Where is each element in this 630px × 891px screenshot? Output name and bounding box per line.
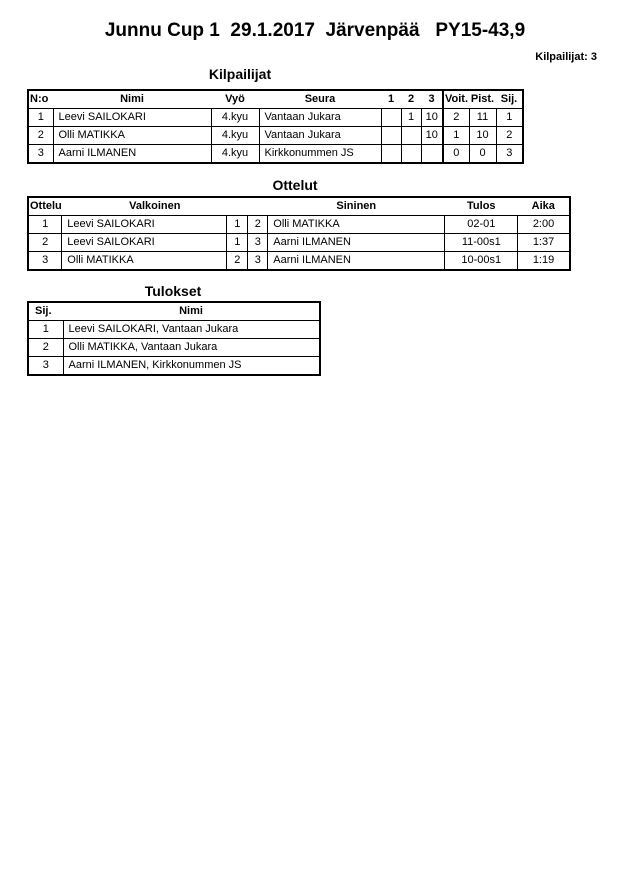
cell-match2 — [401, 145, 421, 164]
table-row — [28, 339, 320, 357]
cell-pist: 11 — [469, 109, 496, 127]
cell-nimi: Leevi SAILOKARI, Vantaan Jukara — [63, 321, 320, 339]
cell-nimi: Olli MATIKKA — [53, 127, 211, 145]
cell-no: 3 — [28, 145, 53, 164]
cell-sininen: Aarni ILMANEN — [268, 252, 445, 271]
header-valkoinen: Valkoinen — [62, 197, 248, 216]
cell-blue-no: 2 — [248, 216, 268, 234]
cell-white-no: 2 — [227, 252, 248, 271]
cell-valkoinen: Leevi SAILOKARI — [62, 216, 227, 234]
cell-sij: 1 — [28, 321, 63, 339]
cell-sij: 2 — [496, 127, 523, 145]
header-nimi: Nimi — [53, 90, 211, 109]
cell-match1 — [381, 127, 401, 145]
tulokset-section-heading: Tulokset — [144, 283, 202, 299]
cell-seura: Vantaan Jukara — [259, 127, 381, 145]
header-sij: Sij. — [28, 302, 63, 321]
cell-vyo: 4.kyu — [211, 109, 259, 127]
cell-valkoinen: Olli MATIKKA — [62, 252, 227, 271]
kilpailijat-header-row — [28, 90, 523, 109]
table-row — [28, 234, 570, 252]
cell-nimi: Leevi SAILOKARI — [53, 109, 211, 127]
page-title: Junnu Cup 1 29.1.2017 Järvenpää PY15-43,9 — [104, 20, 526, 41]
ottelut-header-row — [28, 197, 570, 216]
cell-tulos: 02-01 — [445, 216, 518, 234]
cell-match3: 10 — [421, 109, 443, 127]
cell-aika: 1:19 — [518, 252, 570, 271]
table-row — [28, 321, 320, 339]
cell-voit: 2 — [443, 109, 469, 127]
cell-sininen: Aarni ILMANEN — [268, 234, 445, 252]
cell-sij: 1 — [496, 109, 523, 127]
cell-match1 — [381, 109, 401, 127]
table-row — [28, 216, 570, 234]
cell-sij: 3 — [496, 145, 523, 164]
cell-sininen: Olli MATIKKA — [268, 216, 445, 234]
cell-match3 — [421, 145, 443, 164]
cell-match-no: 3 — [28, 252, 62, 271]
cell-nimi: Aarni ILMANEN, Kirkkonummen JS — [63, 357, 320, 376]
cell-pist: 10 — [469, 127, 496, 145]
cell-seura: Kirkkonummen JS — [259, 145, 381, 164]
header-tulos: Tulos — [445, 197, 518, 216]
table-row — [28, 109, 523, 127]
cell-match3: 10 — [421, 127, 443, 145]
cell-match1 — [381, 145, 401, 164]
cell-no: 1 — [28, 109, 53, 127]
cell-blue-no: 3 — [248, 234, 268, 252]
header-match3: 3 — [421, 90, 443, 109]
cell-match2 — [401, 127, 421, 145]
cell-white-no: 1 — [227, 234, 248, 252]
kilpailijat-table — [27, 89, 524, 164]
cell-aika: 2:00 — [518, 216, 570, 234]
table-row — [28, 145, 523, 164]
cell-tulos: 10-00s1 — [445, 252, 518, 271]
header-match2: 2 — [401, 90, 421, 109]
cell-nimi: Aarni ILMANEN — [53, 145, 211, 164]
header-vyo: Vyö — [211, 90, 259, 109]
header-sij: Sij. — [496, 90, 523, 109]
ottelut-table — [27, 196, 571, 271]
cell-valkoinen: Leevi SAILOKARI — [62, 234, 227, 252]
kilpailijat-section-heading: Kilpailijat — [208, 66, 272, 82]
table-row — [28, 357, 320, 376]
header-pist: Pist. — [469, 90, 496, 109]
header-aika: Aika — [518, 197, 570, 216]
header-voit: Voit. — [443, 90, 469, 109]
cell-seura: Vantaan Jukara — [259, 109, 381, 127]
table-row — [28, 127, 523, 145]
cell-vyo: 4.kyu — [211, 145, 259, 164]
tulokset-table — [27, 301, 321, 376]
header-no: N:o — [28, 90, 53, 109]
cell-pist: 0 — [469, 145, 496, 164]
competitors-count-label: Kilpailijat: 3 — [535, 51, 597, 63]
header-match1: 1 — [381, 90, 401, 109]
header-mid — [248, 197, 268, 216]
header-nimi: Nimi — [63, 302, 320, 321]
cell-no: 2 — [28, 127, 53, 145]
header-ottelu: Ottelu — [28, 197, 62, 216]
table-row — [28, 252, 570, 271]
cell-match-no: 1 — [28, 216, 62, 234]
header-sininen: Sininen — [268, 197, 445, 216]
header-seura: Seura — [259, 90, 381, 109]
cell-sij: 3 — [28, 357, 63, 376]
cell-sij: 2 — [28, 339, 63, 357]
cell-tulos: 11-00s1 — [445, 234, 518, 252]
cell-match-no: 2 — [28, 234, 62, 252]
cell-white-no: 1 — [227, 216, 248, 234]
cell-vyo: 4.kyu — [211, 127, 259, 145]
cell-nimi: Olli MATIKKA, Vantaan Jukara — [63, 339, 320, 357]
cell-voit: 0 — [443, 145, 469, 164]
ottelut-section-heading: Ottelut — [272, 177, 318, 193]
cell-match2: 1 — [401, 109, 421, 127]
cell-aika: 1:37 — [518, 234, 570, 252]
cell-voit: 1 — [443, 127, 469, 145]
tulokset-header-row — [28, 302, 320, 321]
cell-blue-no: 3 — [248, 252, 268, 271]
